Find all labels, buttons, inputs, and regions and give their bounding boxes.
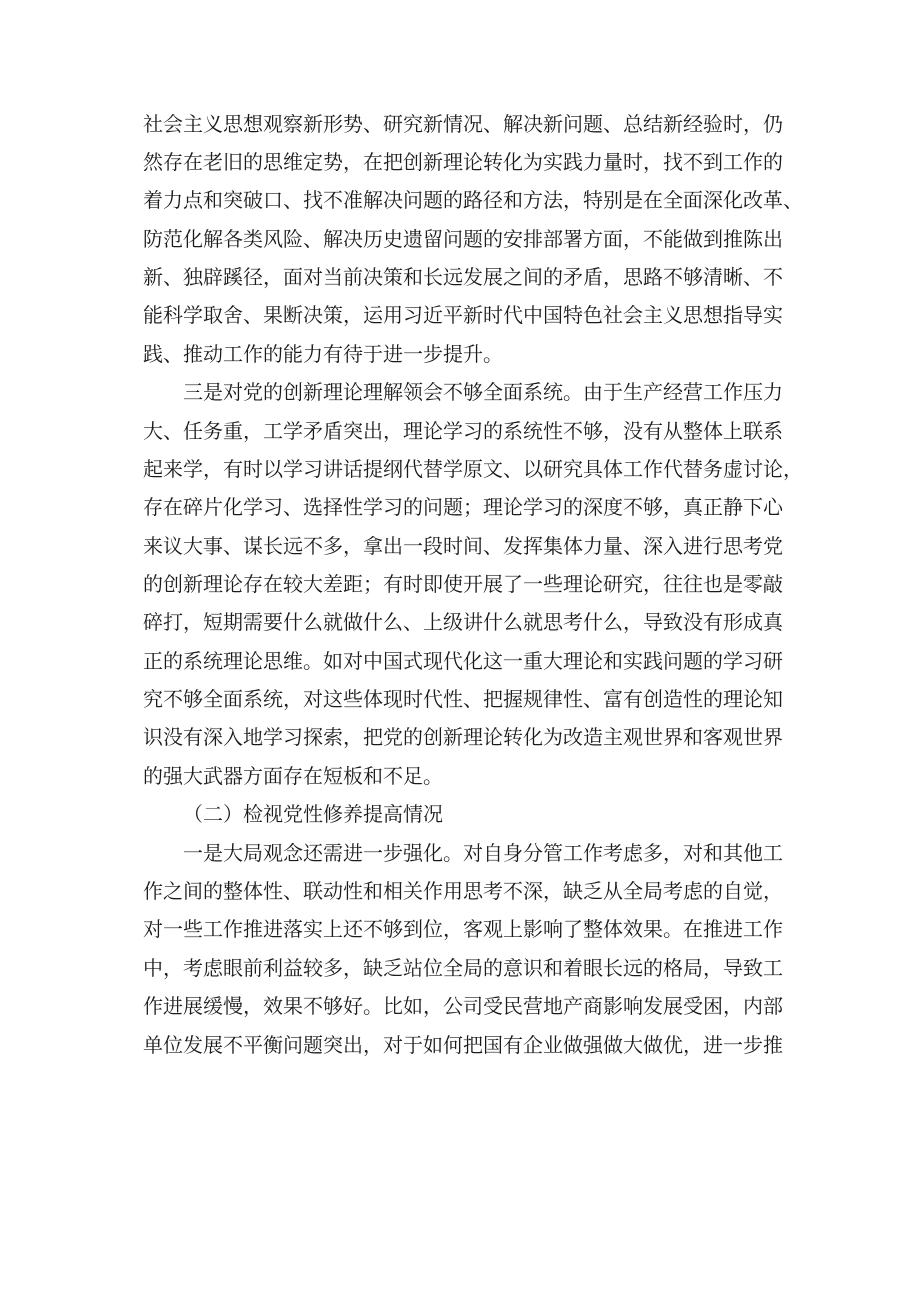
paragraph-1-line-1: 社会主义思想观察新形势、研究新情况、解决新问题、总结新经验时，仍 (143, 112, 783, 136)
paragraph-2-line-6: 的创新理论存在较大差距；有时即使开展了一些理论研究，往往也是零敲 (143, 572, 783, 596)
paragraph-2-line-10: 识没有深入地学习探索，把党的创新理论转化为改造主观世界和客观世界 (143, 725, 783, 749)
paragraph-3-line-1: 一是大局观念还需进一步强化。对自身分管工作考虑多，对和其他工 (183, 841, 783, 865)
paragraph-3-line-3: 对一些工作推进落实上还不够到位，客观上影响了整体效果。在推进工作 (143, 917, 783, 941)
paragraph-2-line-7: 碎打，短期需要什么就做什么、上级讲什么就思考什么，导致没有形成真 (143, 610, 783, 634)
paragraph-1-line-5: 新、独辟蹊径，面对当前决策和长远发展之间的矛盾，思路不够清晰、不 (143, 265, 783, 289)
paragraph-2-line-8: 正的系统理论思维。如对中国式现代化这一重大理论和实践问题的学习研 (143, 649, 783, 673)
section-heading: （二）检视党性修养提高情况 (183, 802, 443, 826)
paragraph-2-line-9: 究不够全面系统，对这些体现时代性、把握规律性、富有创造性的理论知 (143, 687, 783, 711)
paragraph-1-line-6: 能科学取舍、果断决策，运用习近平新时代中国特色社会主义思想指导实 (143, 303, 783, 327)
paragraph-2-line-4: 存在碎片化学习、选择性学习的问题；理论学习的深度不够，真正静下心 (143, 495, 783, 519)
paragraph-3-line-6: 单位发展不平衡问题突出，对于如何把国有企业做强做大做优，进一步推 (143, 1033, 783, 1057)
paragraph-1-line-4: 防范化解各类风险、解决历史遗留问题的安排部署方面，不能做到推陈出 (143, 227, 783, 251)
paragraph-3-line-4: 中，考虑眼前利益较多，缺乏站位全局的意识和着眼长远的格局，导致工 (143, 956, 783, 980)
paragraph-1-line-3: 着力点和突破口、找不准解决问题的路径和方法，特别是在全面深化改革、 (143, 188, 803, 212)
paragraph-3-line-2: 作之间的整体性、联动性和相关作用思考不深，缺乏从全局考虑的自觉， (143, 879, 783, 903)
paragraph-1-line-7: 践、推动工作的能力有待于进一步提升。 (143, 342, 503, 366)
paragraph-2-line-2: 大、任务重，工学矛盾突出，理论学习的系统性不够，没有从整体上联系 (143, 419, 783, 443)
paragraph-2-line-5: 来议大事、谋长远不多，拿出一段时间、发挥集体力量、深入进行思考党 (143, 534, 783, 558)
paragraph-2-line-3: 起来学，有时以学习讲话提纲代替学原文、以研究具体工作代替务虚讨论， (143, 457, 803, 481)
paragraph-1-line-2: 然存在老旧的思维定势，在把创新理论转化为实践力量时，找不到工作的 (143, 150, 783, 174)
paragraph-2-line-1: 三是对党的创新理论理解领会不够全面系统。由于生产经营工作压力 (183, 380, 783, 404)
paragraph-3-line-5: 作进展缓慢，效果不够好。比如，公司受民营地产商影响发展受困，内部 (143, 994, 783, 1018)
paragraph-2-line-11: 的强大武器方面存在短板和不足。 (143, 764, 443, 788)
